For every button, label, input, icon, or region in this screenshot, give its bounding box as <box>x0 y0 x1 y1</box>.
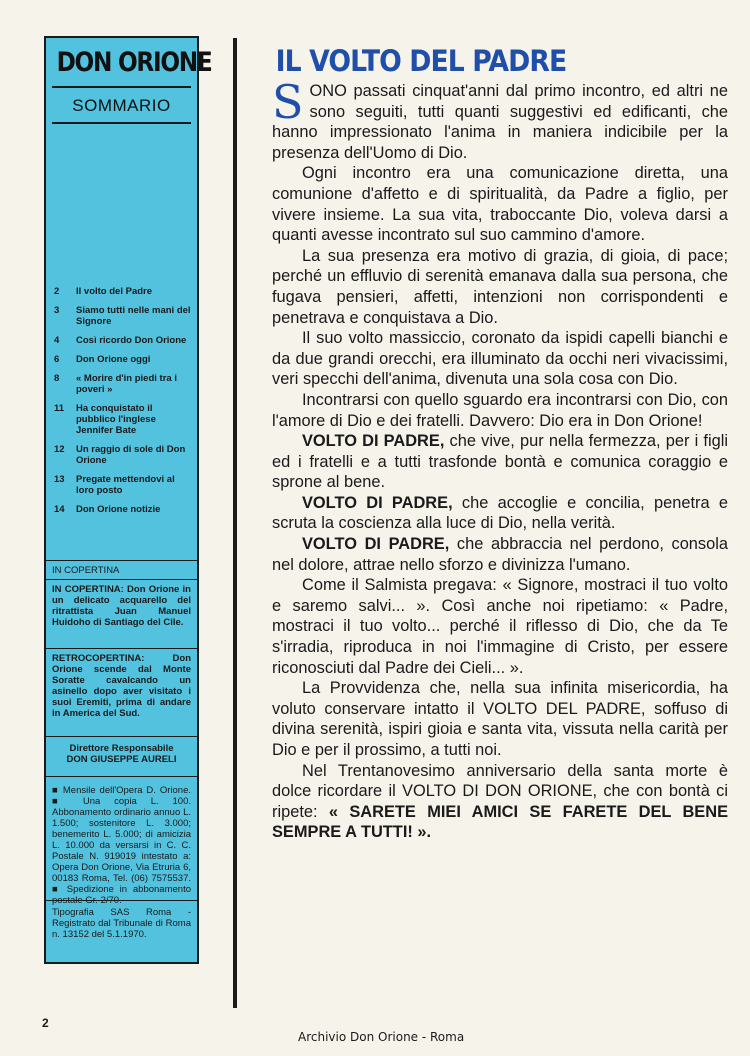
page-number: 2 <box>42 1016 49 1030</box>
cover-heading-text: IN COPERTINA <box>52 565 120 576</box>
paragraph-text: ONO passati cinquat'anni dal primo incontro, ed altri ne sono seguiti, tutti quanti suggestivi ed edificanti, che hanno impressionato l'anima in maniera indicibile per la presenza dell'Uomo di Dio. <box>272 82 728 162</box>
toc-page-number: 6 <box>54 354 60 365</box>
toc-page-number: 4 <box>54 335 60 346</box>
toc-item[interactable] <box>54 444 194 466</box>
toc-item-title: Pregate mettendovi al loro posto <box>76 474 175 496</box>
printer-info-text: Tipografia SAS Roma - Registrato dal Tribunale di Roma n. 13152 del 5.1.1970. <box>52 907 191 940</box>
toc-item[interactable] <box>54 354 194 365</box>
toc-page-number: 11 <box>54 403 65 414</box>
article <box>272 46 728 843</box>
toc-item-title: Il volto del Padre <box>76 286 153 297</box>
article-paragraph: Ogni incontro era una comunicazione diretta, una comunione d'affetto e di spiritualità, da Padre a figlio, per vivere insieme. La sua vita, traboccante Dio, voleva darsi a quanti avesse incontrato sul suo cammino d'amore. <box>272 164 728 245</box>
toc-item[interactable] <box>54 504 194 515</box>
article-paragraph: Il suo volto massiccio, coronato da ispidi capelli bianchi e da due grandi orecchi, era illuminato da occhi neri vivacissimi, veri specchi dell'anima, divenuta una sola cosa con Dio. <box>272 329 728 389</box>
paragraph-text: Nel Trentanovesimo anniversario della santa morte è dolce ricordare il VOLTO DI DON ORIONE, che con bontà ci ripete: <box>272 761 728 821</box>
article-paragraph: Come il Salmista pregava: « Signore, mostraci il tuo volto e saremo salvi... ». Così anche noi ripetiamo: « Padre, mostraci il tuo volto... perché il riflesso di Dio, che da Te s'irradia, riproduca in noi l'immagine di Cristo, per essere riconosciuti dal Padre dei Cieli... ». <box>272 576 728 677</box>
back-cover-caption <box>46 648 197 719</box>
paragraph-text: che vive, pur nella fermezza, per i figli ed i fratelli e a tutti trasfonde bontà e comunica coraggio e sprone al bene. <box>272 432 728 492</box>
closing-quote: « SARETE MIEI AMICI SE FARETE DEL BENE SEMPRE A TUTTI! ». <box>272 802 728 842</box>
article-paragraph <box>272 493 728 534</box>
cover-caption-text: IN COPERTINA: Don Orione in un delicato acquarello del ritrattista Juan Manuel Huidoho di Santiago del Cile. <box>52 584 191 628</box>
toc-page-number: 2 <box>54 286 60 297</box>
summary-title: SOMMARIO <box>72 96 171 115</box>
toc-page-number: 8 <box>54 373 60 384</box>
sidebar-summary <box>44 36 212 964</box>
paragraph-text: che accoglie e concilia, penetra e scruta la coscienza alla luce di Dio, nella verità. <box>272 493 728 533</box>
archive-credit: Archivio Don Orione - Roma <box>298 1030 465 1044</box>
toc-item[interactable] <box>54 305 194 327</box>
toc-page-number: 14 <box>54 504 65 515</box>
summary-divider <box>52 122 191 124</box>
toc-item[interactable] <box>54 286 194 297</box>
drop-cap: S <box>272 75 304 129</box>
toc-item[interactable] <box>54 373 194 395</box>
article-paragraph <box>272 534 728 575</box>
cover-caption <box>46 579 197 628</box>
toc-item-title: Don Orione oggi <box>76 354 151 365</box>
toc-item-title: Don Orione notizie <box>76 504 161 515</box>
cover-heading <box>46 560 197 576</box>
toc-page-number: 13 <box>54 474 65 485</box>
toc-page-number: 12 <box>54 444 65 455</box>
paragraph-text: che abbraccia nel perdono, consola nel dolore, attrae nello sforzo e divinizza l'umano. <box>272 535 728 574</box>
toc-item[interactable] <box>54 474 194 496</box>
director-name: DON GIUSEPPE AURELI <box>66 754 177 765</box>
toc-item-title: Ha conquistato il pubblico l'inglese Jennifer Bate <box>76 403 156 436</box>
article-paragraph: La Provvidenza che, nella sua infinita misericordia, ha voluto conservare intatto il VOLTO DEL PADRE, soffuso di divina serenità, ispiri gioia e santa vita, vissuta nella carità per Dio e per il prossimo, a tutti noi. <box>272 679 728 759</box>
toc-item-title: Siamo tutti nelle mani del Signore <box>76 305 191 327</box>
article-paragraph <box>272 431 728 493</box>
article-paragraph: Incontrarsi con quello sguardo era incontrarsi con Dio, con l'amore di Dio e dei fratelli. Davvero: Dio era in Don Orione! <box>272 390 728 430</box>
toc-item-title: Così ricordo Don Orione <box>76 335 187 346</box>
toc-page-number: 3 <box>54 305 60 316</box>
director-role: Direttore Responsabile <box>69 743 174 754</box>
director-credit <box>46 736 197 765</box>
toc-item-title: « Morire d'in piedi tra i poveri » <box>76 373 177 395</box>
printer-info <box>46 900 197 940</box>
article-body <box>272 75 728 843</box>
toc-item[interactable] <box>54 335 194 346</box>
toc-item[interactable] <box>54 403 194 436</box>
toc-item-title: Un raggio di sole di Don Orione <box>76 444 186 466</box>
back-cover-caption-text: RETROCOPERTINA: Don Orione scende dal Monte Soratte cavalcando un asinello dopo aver visitato i suoi Eremiti, prima di andare in America del Sud. <box>52 653 191 719</box>
table-of-contents <box>54 286 194 523</box>
emphasis: VOLTO DI PADRE, <box>302 493 453 512</box>
article-paragraph <box>272 75 728 163</box>
emphasis: VOLTO DI PADRE, <box>302 432 445 451</box>
subscription-info-text: ■ Mensile dell'Opera D. Orione. ■ Una copia L. 100. Abbonamento ordinario annuo L. 1.500; sostenitore L. 3.000; benemerito L. 5.000; di amicizia L. 10.000 da versarsi in C. C. Postale N. 919019 intestato a: Opera Don Orione, Via Etruria 6, 00183 Roma, Tel. (06) 7575537. ■ Spedizione in abbonamento postale Gr. 2/70. <box>52 785 191 906</box>
article-paragraph <box>272 761 728 843</box>
article-paragraph: La sua presenza era motivo di grazia, di gioia, di pace; perché un effluvio di serenità emanava dalla sua persona, che fugava pensieri, affetti, intenzioni non corrispondenti e penetrava e conquistava a Dio. <box>272 246 728 327</box>
magazine-masthead: DON ORIONE <box>56 47 212 78</box>
article-title: IL VOLTO DEL PADRE <box>275 44 567 78</box>
subscription-info <box>46 776 197 906</box>
emphasis: VOLTO DI PADRE, <box>302 535 450 554</box>
column-divider <box>233 38 237 1008</box>
